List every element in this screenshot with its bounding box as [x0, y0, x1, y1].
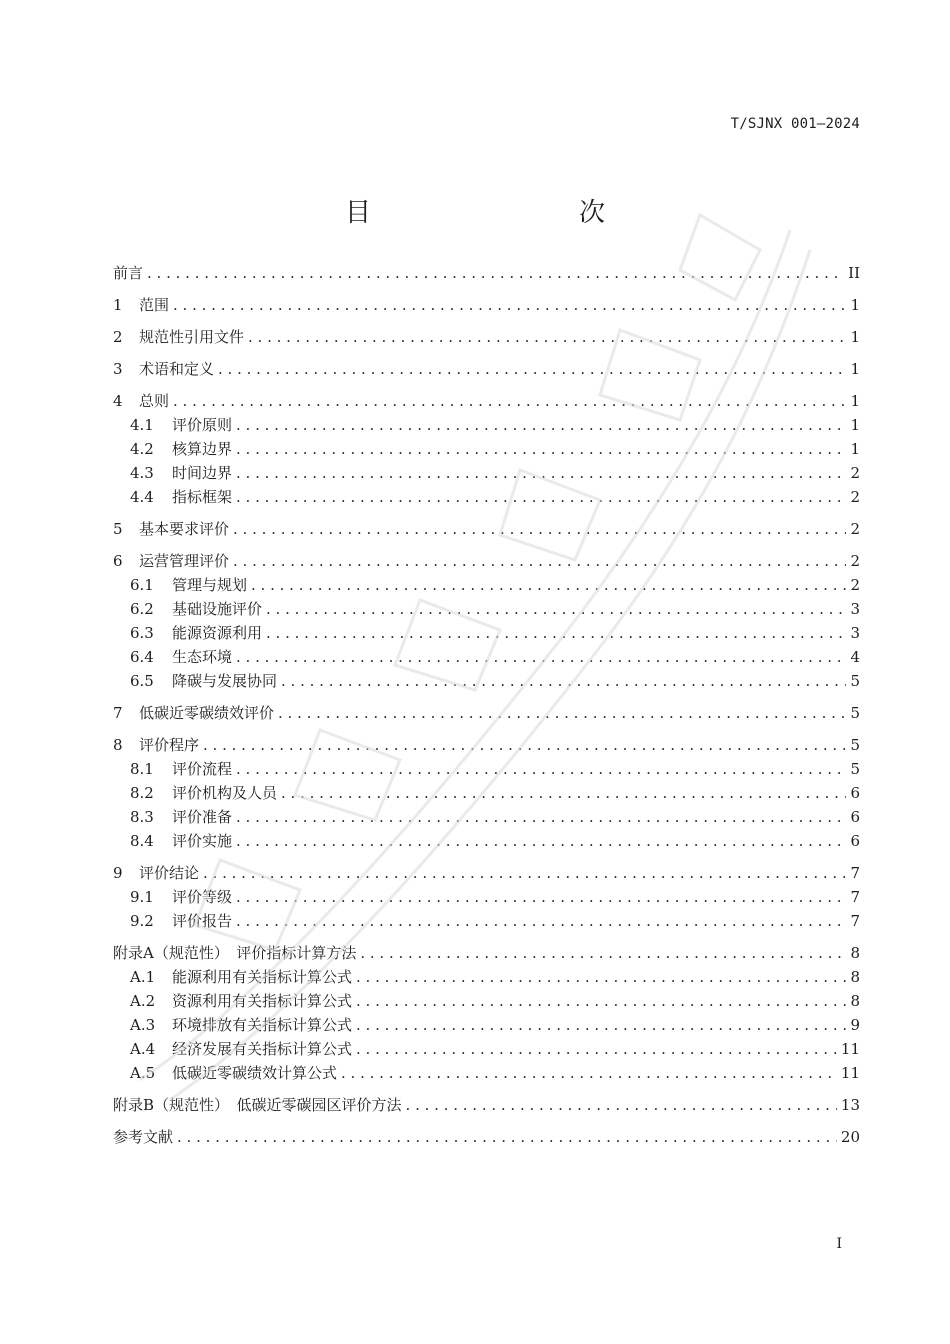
toc-entry-number: 4.1: [130, 416, 154, 434]
toc-entry[interactable]: [130, 486, 860, 508]
toc-leader-dots: [281, 782, 846, 804]
toc-entry-title: 总则: [139, 392, 170, 410]
toc-entry[interactable]: [113, 942, 860, 964]
toc-entry[interactable]: [113, 326, 860, 348]
toc-entry-page: 1: [850, 392, 860, 410]
toc-entry-page: 1: [850, 328, 860, 346]
toc-entry-number: 8: [113, 736, 123, 754]
toc-entry-page: 2: [850, 488, 860, 506]
toc-entry-title: 基础设施评价: [172, 600, 263, 618]
toc-entry-title: 评价报告: [172, 912, 233, 930]
toc-leader-dots: [278, 702, 846, 724]
toc-entry-page: 5: [850, 760, 860, 778]
toc-entry-number: 8.1: [130, 760, 154, 778]
toc-entry-page: 11: [840, 1064, 860, 1082]
toc-entry-title: 管理与规划: [172, 576, 248, 594]
toc-entry-title: 环境排放有关指标计算公式: [172, 1016, 353, 1034]
toc-leader-dots: [248, 326, 846, 348]
toc-entry-title: 评价实施: [172, 832, 233, 850]
toc-entry-title: 生态环境: [172, 648, 233, 666]
toc-entry-number: A.1: [130, 968, 156, 986]
toc-entry-number: 5: [113, 520, 123, 538]
toc-entry-title: 核算边界: [172, 440, 233, 458]
toc-entry[interactable]: [130, 886, 860, 908]
toc-entry[interactable]: [130, 646, 860, 668]
toc-leader-dots: [341, 1062, 837, 1084]
toc-entry[interactable]: [130, 758, 860, 780]
toc-entry-title: 附录A（规范性） 评价指标计算方法: [113, 944, 357, 962]
toc-leader-dots: [177, 1126, 837, 1148]
toc-entry-title: 指标框架: [172, 488, 233, 506]
toc-entry-number: A.4: [130, 1040, 156, 1058]
toc-entry-page: 6: [850, 784, 860, 802]
toc-entry-title: 评价结论: [139, 864, 200, 882]
toc-entry[interactable]: [130, 670, 860, 692]
toc-entry-page: 8: [850, 992, 860, 1010]
toc-entry-title: 参考文献: [113, 1128, 174, 1146]
toc-entry[interactable]: [130, 830, 860, 852]
toc-entry-number: A.5: [130, 1064, 156, 1082]
toc-entry-title: 术语和定义: [139, 360, 215, 378]
toc-entry[interactable]: [130, 1038, 860, 1060]
toc-entry-page: 2: [850, 520, 860, 538]
toc-entry-page: 4: [850, 648, 860, 666]
toc-entry[interactable]: [130, 910, 860, 932]
page-number: I: [836, 1236, 842, 1252]
toc-entry-title: 评价流程: [172, 760, 233, 778]
toc-entry-page: 11: [840, 1040, 860, 1058]
toc-entry-title: 降碳与发展协同: [172, 672, 278, 690]
toc-entry-number: 6.1: [130, 576, 154, 594]
toc-entry-title: 经济发展有关指标计算公式: [172, 1040, 353, 1058]
toc-entry-page: 5: [850, 704, 860, 722]
standard-number: T/SJNX 001—2024: [730, 116, 860, 132]
toc-leader-dots: [266, 622, 846, 644]
toc-entry-number: 9.2: [130, 912, 154, 930]
toc-entry-number: A.3: [130, 1016, 156, 1034]
toc-leader-dots: [236, 462, 846, 484]
toc-entry-number: 8.4: [130, 832, 154, 850]
toc-entry-title: 评价机构及人员: [172, 784, 278, 802]
toc-leader-dots: [356, 1014, 846, 1036]
toc-entry-page: 20: [840, 1128, 860, 1146]
toc-entry-title: 资源利用有关指标计算公式: [172, 992, 353, 1010]
toc-entry-title: 基本要求评价: [139, 520, 230, 538]
toc-entry-page: 7: [850, 912, 860, 930]
toc-entry-number: 8.2: [130, 784, 154, 802]
toc-leader-dots: [406, 1094, 837, 1116]
page-title: 目 次: [344, 198, 657, 228]
toc-entry-number: 4.4: [130, 488, 154, 506]
toc-entry[interactable]: [130, 414, 860, 436]
toc-entry-page: 7: [850, 888, 860, 906]
toc-entry-number: 9.1: [130, 888, 154, 906]
toc-entry-number: 6: [113, 552, 123, 570]
toc-leader-dots: [203, 862, 846, 884]
toc-leader-dots: [236, 830, 846, 852]
toc-entry[interactable]: [113, 390, 860, 412]
toc-entry[interactable]: [113, 702, 860, 724]
toc-entry-title: 评价准备: [172, 808, 233, 826]
toc-entry-number: 6.3: [130, 624, 154, 642]
toc-entry-page: 1: [850, 440, 860, 458]
toc-entry-page: 2: [850, 464, 860, 482]
toc-entry-title: 附录B（规范性） 低碳近零碳园区评价方法: [113, 1096, 402, 1114]
toc-leader-dots: [236, 486, 846, 508]
toc-entry-page: 2: [850, 576, 860, 594]
toc-entry-title: 评价程序: [139, 736, 200, 754]
toc-entry[interactable]: [113, 1126, 860, 1148]
toc-leader-dots: [236, 886, 846, 908]
toc-entry-title: 能源资源利用: [172, 624, 263, 642]
toc-leader-dots: [281, 670, 846, 692]
toc-leader-dots: [236, 806, 846, 828]
toc-leader-dots: [173, 390, 846, 412]
toc-entry[interactable]: [113, 262, 860, 284]
toc-entry[interactable]: [130, 966, 860, 988]
toc-entry-page: 1: [850, 416, 860, 434]
toc-entry-number: A.2: [130, 992, 156, 1010]
toc-entry-title: 规范性引用文件: [139, 328, 245, 346]
toc-leader-dots: [203, 734, 846, 756]
toc-leader-dots: [236, 646, 846, 668]
toc-leader-dots: [356, 990, 846, 1012]
toc-leader-dots: [218, 358, 846, 380]
toc-entry[interactable]: [130, 622, 860, 644]
toc-entry[interactable]: [113, 358, 860, 380]
toc-entry-page: 1: [850, 360, 860, 378]
toc-leader-dots: [356, 1038, 837, 1060]
toc-entry-number: 4.3: [130, 464, 154, 482]
toc-entry[interactable]: [113, 294, 860, 316]
toc-leader-dots: [236, 414, 846, 436]
toc-leader-dots: [356, 966, 846, 988]
toc-entry-page: 2: [850, 552, 860, 570]
toc-entry-number: 4: [113, 392, 123, 410]
toc-entry-page: 8: [850, 968, 860, 986]
toc-entry-title: 低碳近零碳绩效计算公式: [172, 1064, 338, 1082]
toc-entry[interactable]: [130, 806, 860, 828]
toc-leader-dots: [251, 574, 846, 596]
toc-entry-number: 6.5: [130, 672, 154, 690]
toc-entry-page: 6: [850, 808, 860, 826]
toc-entry-page: 9: [850, 1016, 860, 1034]
toc-entry[interactable]: [113, 862, 860, 884]
toc-entry-number: 2: [113, 328, 123, 346]
toc-entry-page: 5: [850, 672, 860, 690]
toc-entry-page: 8: [850, 944, 860, 962]
toc-entry-title: 低碳近零碳绩效评价: [139, 704, 275, 722]
toc-leader-dots: [233, 518, 846, 540]
toc-entry-page: 13: [840, 1096, 860, 1114]
toc-entry-number: 3: [113, 360, 123, 378]
toc-entry-number: 1: [113, 296, 123, 314]
toc-entry-number: 8.3: [130, 808, 154, 826]
toc-entry[interactable]: [113, 1094, 860, 1116]
toc-entry-page: 3: [850, 624, 860, 642]
toc-leader-dots: [233, 550, 846, 572]
toc-leader-dots: [147, 262, 844, 284]
toc-entry[interactable]: [130, 438, 860, 460]
toc-entry[interactable]: [130, 782, 860, 804]
toc-leader-dots: [236, 910, 846, 932]
toc-entry-page: 7: [850, 864, 860, 882]
toc-entry-page: 1: [850, 296, 860, 314]
toc-entry-page: II: [848, 264, 860, 282]
toc-entry[interactable]: [130, 574, 860, 596]
toc-entry-number: 9: [113, 864, 123, 882]
toc-entry[interactable]: [130, 1062, 860, 1084]
toc-entry-title: 时间边界: [172, 464, 233, 482]
toc-leader-dots: [266, 598, 846, 620]
toc-entry-number: 6.2: [130, 600, 154, 618]
toc-leader-dots: [173, 294, 846, 316]
toc-entry-title: 范围: [139, 296, 170, 314]
toc-entry-title: 运营管理评价: [139, 552, 230, 570]
toc-entry[interactable]: [130, 598, 860, 620]
toc-entry[interactable]: [113, 518, 860, 540]
toc-leader-dots: [236, 438, 846, 460]
toc-leader-dots: [360, 942, 846, 964]
toc-entry-title: 能源利用有关指标计算公式: [172, 968, 353, 986]
toc-leader-dots: [236, 758, 846, 780]
toc-entry[interactable]: [130, 462, 860, 484]
toc-entry[interactable]: [113, 734, 860, 756]
toc-entry-page: 5: [850, 736, 860, 754]
toc-entry-title: 评价等级: [172, 888, 233, 906]
toc-entry-title: 评价原则: [172, 416, 233, 434]
toc-entry-title: 前言: [113, 264, 144, 282]
toc-entry-page: 3: [850, 600, 860, 618]
toc-entry[interactable]: [130, 990, 860, 1012]
toc-entry[interactable]: [130, 1014, 860, 1036]
toc-entry-number: 7: [113, 704, 123, 722]
toc-entry[interactable]: [113, 550, 860, 572]
toc-entry-number: 4.2: [130, 440, 154, 458]
toc-entry-number: 6.4: [130, 648, 154, 666]
toc-entry-page: 6: [850, 832, 860, 850]
